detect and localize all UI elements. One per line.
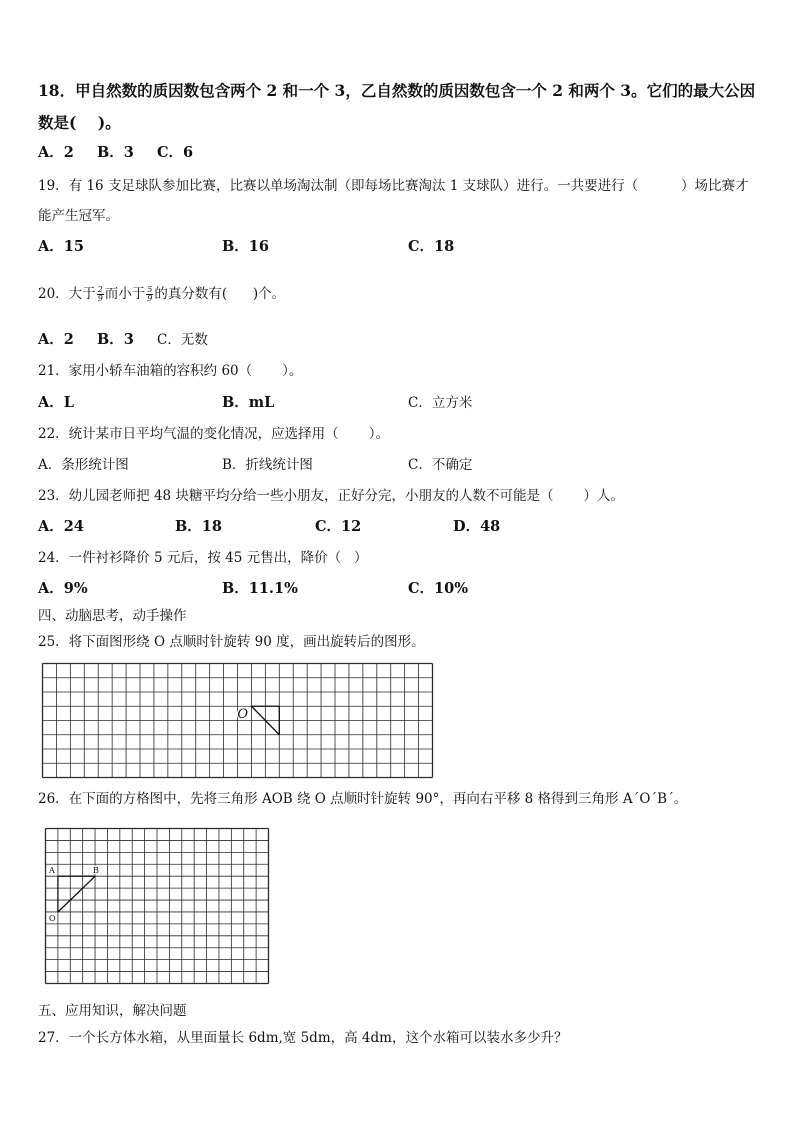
point-b-label: B bbox=[93, 866, 99, 875]
question-23-line: 23．幼儿园老师把 48 块糖平均分给一些小朋友，正好分完，小朋友的人数不可能是（ ）人。 bbox=[38, 488, 624, 504]
question-18-line-2: 数是( )。 bbox=[38, 113, 121, 132]
question-21-option-b: B．mL bbox=[222, 394, 275, 411]
question-22-line: 22．统计某市日平均气温的变化情况，应选择用（ ）。 bbox=[38, 426, 389, 442]
triangle-edge-ob bbox=[58, 876, 95, 912]
question-20-suffix: 的真分数有( )个。 bbox=[154, 286, 286, 302]
question-22-option-c: C．不确定 bbox=[408, 457, 473, 473]
question-20-middle: 而小于 bbox=[104, 286, 146, 302]
fraction-lower-denominator: 9 bbox=[97, 294, 103, 303]
question-26-line: 26．在下面的方格图中，先将三角形 AOB 绕 O 点顺时针旋转 90°，再向右平移 8 格得到三角形 A´O´B´。 bbox=[38, 791, 688, 807]
question-18-option-a: A．2 bbox=[38, 144, 74, 161]
point-o-label: O bbox=[49, 914, 56, 923]
question-19-line-1: 19．有 16 支足球队参加比赛，比赛以单场淘汰制（即每场比赛淘汰 1 支球队）进行。一共要进行（ ）场比赛才 bbox=[38, 178, 749, 194]
rotation-grid bbox=[42, 663, 433, 778]
question-27-line: 27．一个长方体水箱，从里面量长 6dm,宽 5dm，高 4dm，这个水箱可以装水多少升？ bbox=[38, 1030, 568, 1046]
question-19-line-2: 能产生冠军。 bbox=[38, 208, 119, 224]
question-18-option-c: C．6 bbox=[157, 144, 194, 161]
question-18-option-b: B．3 bbox=[97, 144, 134, 161]
question-24-option-a: A．9% bbox=[38, 580, 88, 597]
point-a-label: A bbox=[49, 866, 55, 875]
question-24-option-b: B．11.1% bbox=[222, 580, 298, 597]
question-23-option-c: C．12 bbox=[315, 518, 362, 535]
question-25-line: 25．将下面图形绕 O 点顺时针旋转 90 度，画出旋转后的图形。 bbox=[38, 634, 425, 650]
question-20-option-a: A．2 bbox=[38, 331, 74, 348]
grid-lines bbox=[46, 829, 269, 984]
fraction-lower-numerator: 2 bbox=[97, 285, 103, 294]
question-22-option-b: B．折线统计图 bbox=[222, 457, 313, 473]
question-20-prefix: 20．大于 bbox=[38, 286, 96, 302]
fraction-upper-bound bbox=[146, 286, 153, 303]
triangle-aob bbox=[58, 876, 95, 912]
question-19-option-a: A．15 bbox=[38, 238, 84, 255]
question-24-line: 24．一件衬衫降价 5 元后，按 45 元售出，降价（ ） bbox=[38, 550, 368, 566]
question-24-option-c: C．10% bbox=[408, 580, 468, 597]
question-20-option-c: C．无数 bbox=[157, 332, 208, 348]
fraction-upper-numerator: 5 bbox=[147, 285, 153, 294]
section-5-heading: 五、应用知识，解决问题 bbox=[38, 1003, 187, 1019]
fraction-lower-bound bbox=[97, 286, 104, 303]
question-20-line bbox=[38, 284, 285, 304]
section-4-heading: 四、动脑思考，动手操作 bbox=[38, 608, 187, 624]
point-o-label: O bbox=[237, 707, 248, 722]
question-23-option-a: A．24 bbox=[38, 518, 84, 535]
question-21-option-a: A．L bbox=[38, 394, 74, 411]
question-19-option-c: C．18 bbox=[408, 238, 455, 255]
fraction-upper-denominator: 9 bbox=[147, 294, 153, 303]
question-20-option-b: B．3 bbox=[97, 331, 134, 348]
question-23-option-d: D．48 bbox=[453, 518, 501, 535]
question-22-option-a: A．条形统计图 bbox=[38, 457, 129, 473]
question-21-option-c: C．立方米 bbox=[408, 395, 473, 411]
question-19-option-b: B．16 bbox=[222, 238, 269, 255]
question-18-line-1: 18．甲自然数的质因数包含两个 2 和一个 3，乙自然数的质因数包含一个 2 和两个 3。它们的最大公因 bbox=[38, 81, 756, 100]
question-21-line: 21．家用小轿车油箱的容积约 60（ ）。 bbox=[38, 363, 303, 379]
question-23-option-b: B．18 bbox=[175, 518, 222, 535]
translation-grid bbox=[45, 828, 269, 984]
